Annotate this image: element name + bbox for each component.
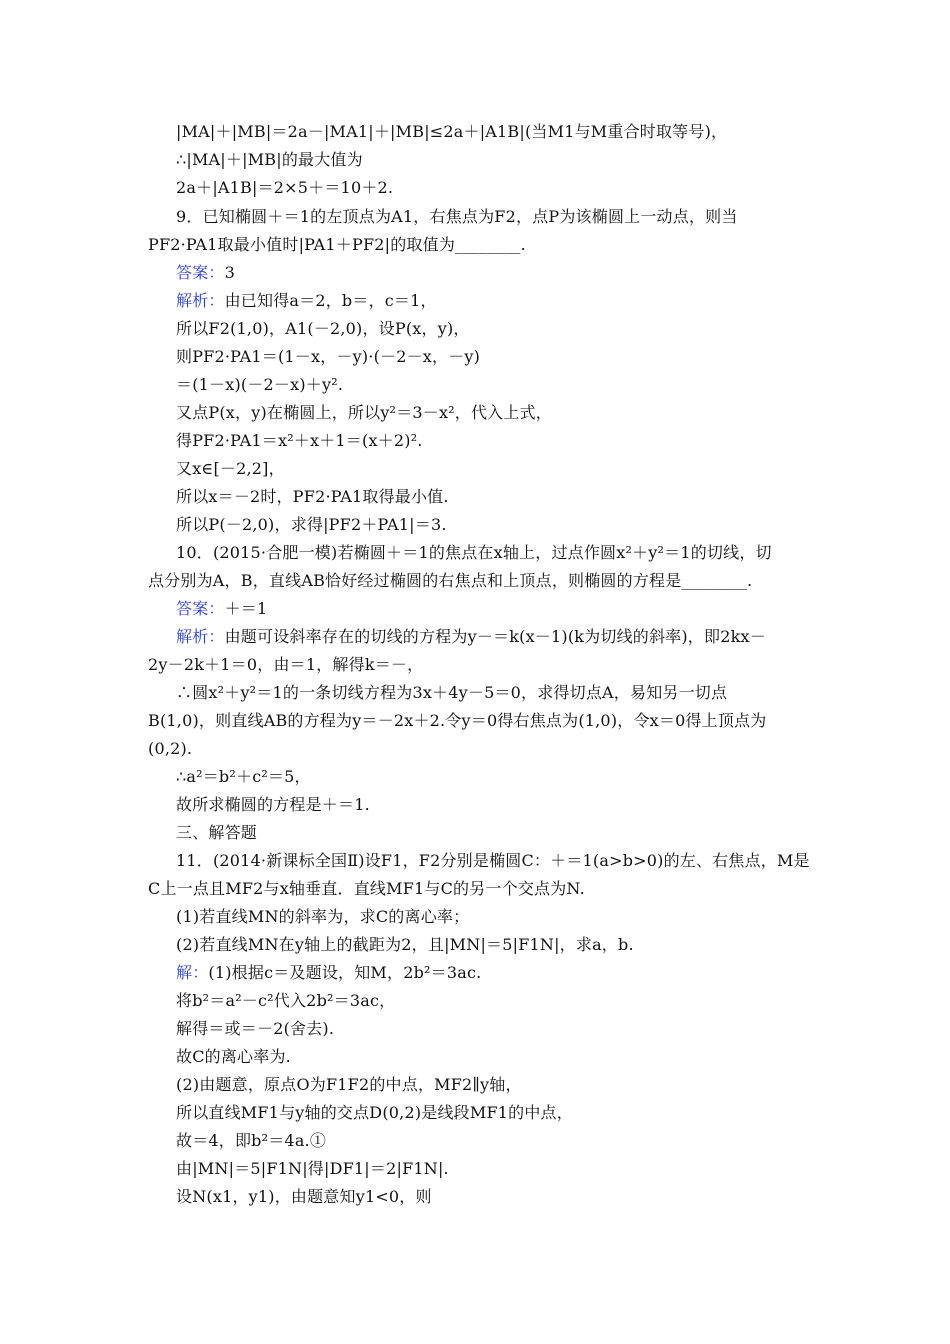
text-line: 由|MN|＝5|F1N|得|DF1|＝2|F1N|. (176, 1159, 449, 1178)
answer-text: 3 (224, 263, 235, 282)
answer-label: 答案： (176, 263, 225, 282)
text-line: |MA|＋|MB|＝2a－|MA1|＋|MB|≤2a＋|A1B|(当M1与M重合时取等号)， (176, 122, 728, 141)
text-line: ∴圆x²＋y²＝1的一条切线方程为3x＋4y－5＝0，求得切点A，易知另一切点 (176, 683, 728, 702)
text-line: 故C的离心率为. (176, 1047, 291, 1066)
text-line: 所以直线MF1与y轴的交点D(0,2)是线段MF1的中点， (176, 1103, 573, 1122)
answer-line (176, 601, 267, 617)
text-line: (2)若直线MN在y轴上的截距为2，且|MN|＝5|F1N|，求a，b. (176, 935, 634, 954)
text-line: 2y－2k＋1＝0，由＝1，解得k＝－， (148, 655, 424, 674)
question-11-line-1: 11．(2014·新课标全国Ⅱ)设F1，F2分别是椭圆C：＋＝1(a>b>0)的左、右焦点，M是 (176, 851, 810, 870)
text-line: 则PF2·PA1＝(1－x，－y)·(－2－x，－y) (176, 347, 481, 366)
analysis-label: 解析： (176, 627, 225, 646)
analysis-line (176, 629, 766, 645)
answer-label: 答案： (176, 599, 225, 618)
text-line: 又点P(x，y)在椭圆上，所以y²＝3－x²，代入上式， (176, 403, 552, 422)
text-line: 故＝4，即b²＝4a.① (176, 1131, 327, 1150)
text-line: 得PF2·PA1＝x²＋x＋1＝(x＋2)². (176, 431, 423, 450)
text-line: 所以F2(1,0)，A1(－2,0)，设P(x，y)， (176, 319, 470, 338)
text-line: 故所求椭圆的方程是＋＝1. (176, 795, 370, 814)
text-line: 将b²＝a²－c²代入2b²＝3ac， (176, 991, 396, 1010)
text-line: 所以P(－2,0)，求得|PF2＋PA1|＝3. (176, 515, 447, 534)
question-9-line-1: 9．已知椭圆＋＝1的左顶点为A1，右焦点为F2，点P为该椭圆上一动点，则当 (176, 207, 738, 226)
question-11-line-2: C上一点且MF2与x轴垂直．直线MF1与C的另一个交点为N. (148, 879, 585, 898)
text-line: 又x∈[－2,2]， (176, 459, 285, 478)
text-line: (0,2). (148, 739, 193, 758)
question-10-line-2: 点分别为A，B，直线AB恰好经过椭圆的右焦点和上顶点，则椭圆的方程是________. (148, 571, 753, 590)
text-line: 所以x＝－2时，PF2·PA1取得最小值. (176, 487, 449, 506)
analysis-text: 由已知得a＝2，b＝，c＝1， (224, 291, 437, 310)
solution-text: (1)根据c＝及题设，知M，2b²＝3ac. (208, 963, 482, 982)
section-heading: 三、解答题 (176, 823, 258, 842)
text-line: B(1,0)，则直线AB的方程为y＝－2x＋2.令y＝0得右焦点为(1,0)，令x＝0得上顶点为 (148, 711, 767, 730)
answer-line (176, 265, 235, 281)
text-line: (2)由题意，原点O为F1F2的中点，MF2∥y轴， (176, 1075, 522, 1094)
analysis-line (176, 293, 437, 309)
analysis-label: 解析： (176, 291, 225, 310)
solution-line (176, 965, 481, 981)
text-line: ∴|MA|＋|MB|的最大值为 (176, 150, 363, 169)
question-10-line-1: 10．(2015·合肥一模)若椭圆＋＝1的焦点在x轴上，过点作圆x²＋y²＝1的切线，切 (176, 543, 772, 562)
text-line: ＝(1－x)(－2－x)＋y². (176, 375, 344, 394)
text-line: ∴a²＝b²＋c²＝5， (176, 767, 311, 786)
text-line: (1)若直线MN的斜率为，求C的离心率； (176, 907, 470, 926)
text-line: 设N(x1，y1)，由题意知y1<0，则 (176, 1187, 432, 1206)
analysis-text: 由题可设斜率存在的切线的方程为y－＝k(x－1)(k为切线的斜率)，即2kx－ (224, 627, 766, 646)
text-line: 解得＝或＝－2(舍去). (176, 1019, 335, 1038)
text-line: 2a＋|A1B|＝2×5＋＝10＋2. (176, 178, 394, 197)
question-9-line-2: PF2·PA1取最小值时|PA1＋PF2|的取值为________. (148, 235, 526, 254)
answer-text: ＋＝1 (224, 599, 268, 618)
solution-label: 解： (176, 963, 209, 982)
